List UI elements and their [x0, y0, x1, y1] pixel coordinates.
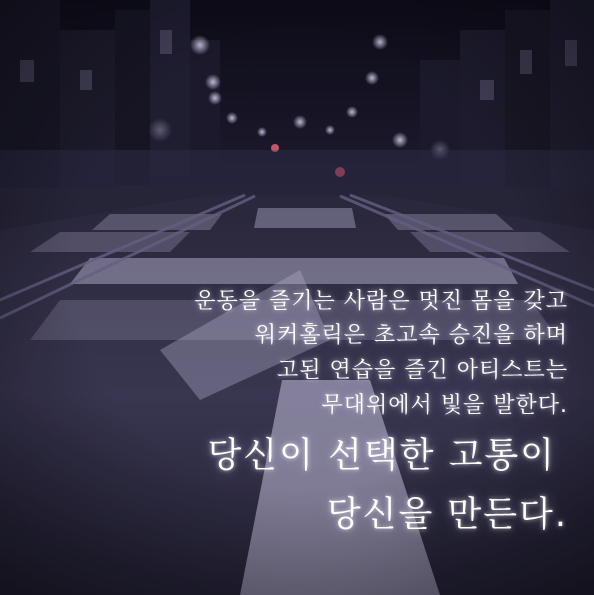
quote-line-1: 운동을 즐기는 사람은 멋진 몸을 갖고 [194, 289, 568, 314]
headline-line-1: 당신이 선택한 고통이 [207, 436, 556, 476]
headline-line-2: 당신을 만든다. [326, 495, 568, 535]
quote-text [8, 0, 568, 595]
quote-line-3: 고된 연습을 즐긴 아티스트는 [276, 358, 568, 383]
quote-line-4: 무대위에서 빛을 발한다. [321, 393, 568, 418]
quote-line-2: 워커홀릭은 초고속 승진을 하며 [254, 323, 568, 348]
